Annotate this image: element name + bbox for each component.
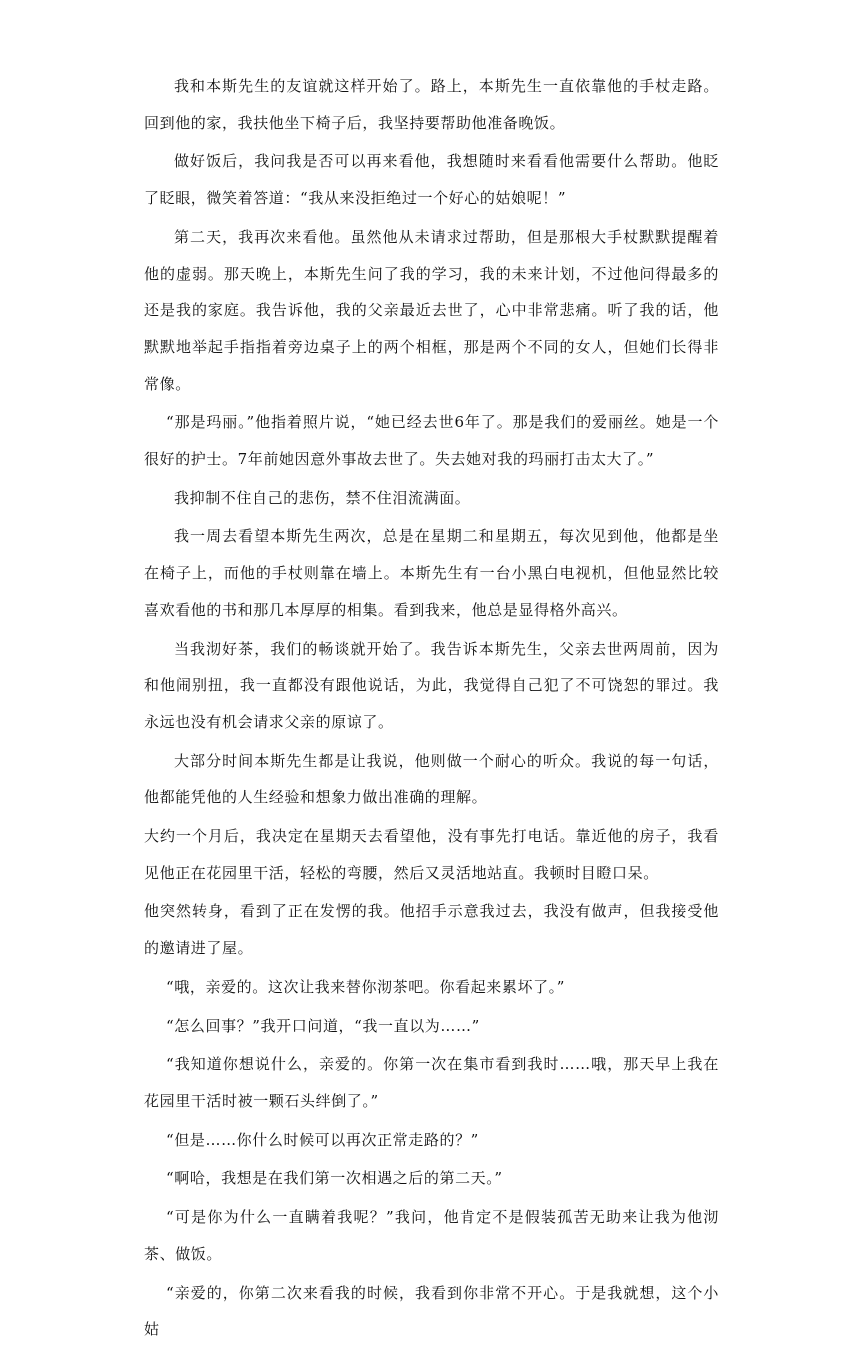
paragraph: 当我沏好茶，我们的畅谈就开始了。我告诉本斯先生，父亲去世两周前，因为和他闹别扭，我一直都没有跟他说话，为此，我觉得自己犯了不可饶恕的罪过。我永远也没有机会请求父亲的原谅了。 bbox=[144, 639, 719, 731]
article-body bbox=[144, 68, 719, 1350]
paragraph: “但是……你什么时候可以再次正常走路的？” bbox=[166, 1130, 479, 1149]
paragraph: 第二天，我再次来看他。虽然他从未请求过帮助，但是那根大手杖默默提醒着他的虚弱。那天晚上，本斯先生问了我的学习，我的未来计划，不过他问得最多的还是我的家庭。我告诉他，我的父亲最近去世了，心中非常悲痛。听了我的话，他默默地举起手指指着旁边桌子上的两个相框，那是两个不同的女人，但她们长得非常像。 bbox=[144, 227, 719, 393]
paragraph: “哦，亲爱的。这次让我来替你沏茶吧。你看起来累坏了。” bbox=[166, 977, 566, 996]
paragraph: 大约一个月后，我决定在星期天去看望他，没有事先打电话。靠近他的房子，我看见他正在花园里干活，轻松的弯腰，然后又灵活地站直。我顿时目瞪口呆。 bbox=[144, 827, 719, 882]
paragraph: 做好饭后，我问我是否可以再来看他，我想随时来看看他需要什么帮助。他眨了眨眼，微笑着答道：“我从来没拒绝过一个好心的姑娘呢！” bbox=[144, 152, 719, 208]
paragraph: “亲爱的，你第二次来看我的时候，我看到你非常不开心。于是我就想，这个小姑 bbox=[144, 1283, 719, 1339]
paragraph: 他突然转身，看到了正在发愣的我。他招手示意我过去，我没有做声，但我接受他的邀请进了屋。 bbox=[144, 902, 719, 958]
paragraph: 我一周去看望本斯先生两次，总是在星期二和星期五，每次见到他，他都是坐在椅子上，而他的手杖则靠在墙上。本斯先生有一台小黑白电视机，但他显然比较喜欢看他的书和那几本厚厚的相集。看到我来，他总是显得格外高兴。 bbox=[144, 527, 719, 619]
paragraph: “啊哈，我想是在我们第一次相遇之后的第二天。” bbox=[166, 1169, 503, 1188]
paragraph: 我和本斯先生的友谊就这样开始了。路上，本斯先生一直依靠他的手杖走路。回到他的家，我扶他坐下椅子后，我坚持要帮助他准备晚饭。 bbox=[144, 77, 719, 132]
paragraph: 大部分时间本斯先生都是让我说，他则做一个耐心的听众。我说的每一句话，他都能凭他的人生经验和想象力做出准确的理解。 bbox=[144, 751, 719, 807]
paragraph: “那是玛丽。”他指着照片说，“她已经去世6年了。那是我们的爱丽丝。她是一个很好的护士。7年前她因意外事故去世了。失去她对我的玛丽打击太大了。” bbox=[144, 413, 719, 469]
paragraph: “我知道你想说什么，亲爱的。你第一次在集市看到我时……哦，那天早上我在花园里干活时被一颗石头绊倒了。” bbox=[144, 1055, 719, 1110]
paragraph: “怎么回事？”我开口问道，“我一直以为……” bbox=[166, 1016, 480, 1035]
paragraph: 我抑制不住自己的悲伤，禁不住泪流满面。 bbox=[174, 488, 471, 507]
paragraph: “可是你为什么一直瞒着我呢？”我问，他肯定不是假装孤苦无助来让我为他沏茶、做饭。 bbox=[144, 1208, 719, 1263]
